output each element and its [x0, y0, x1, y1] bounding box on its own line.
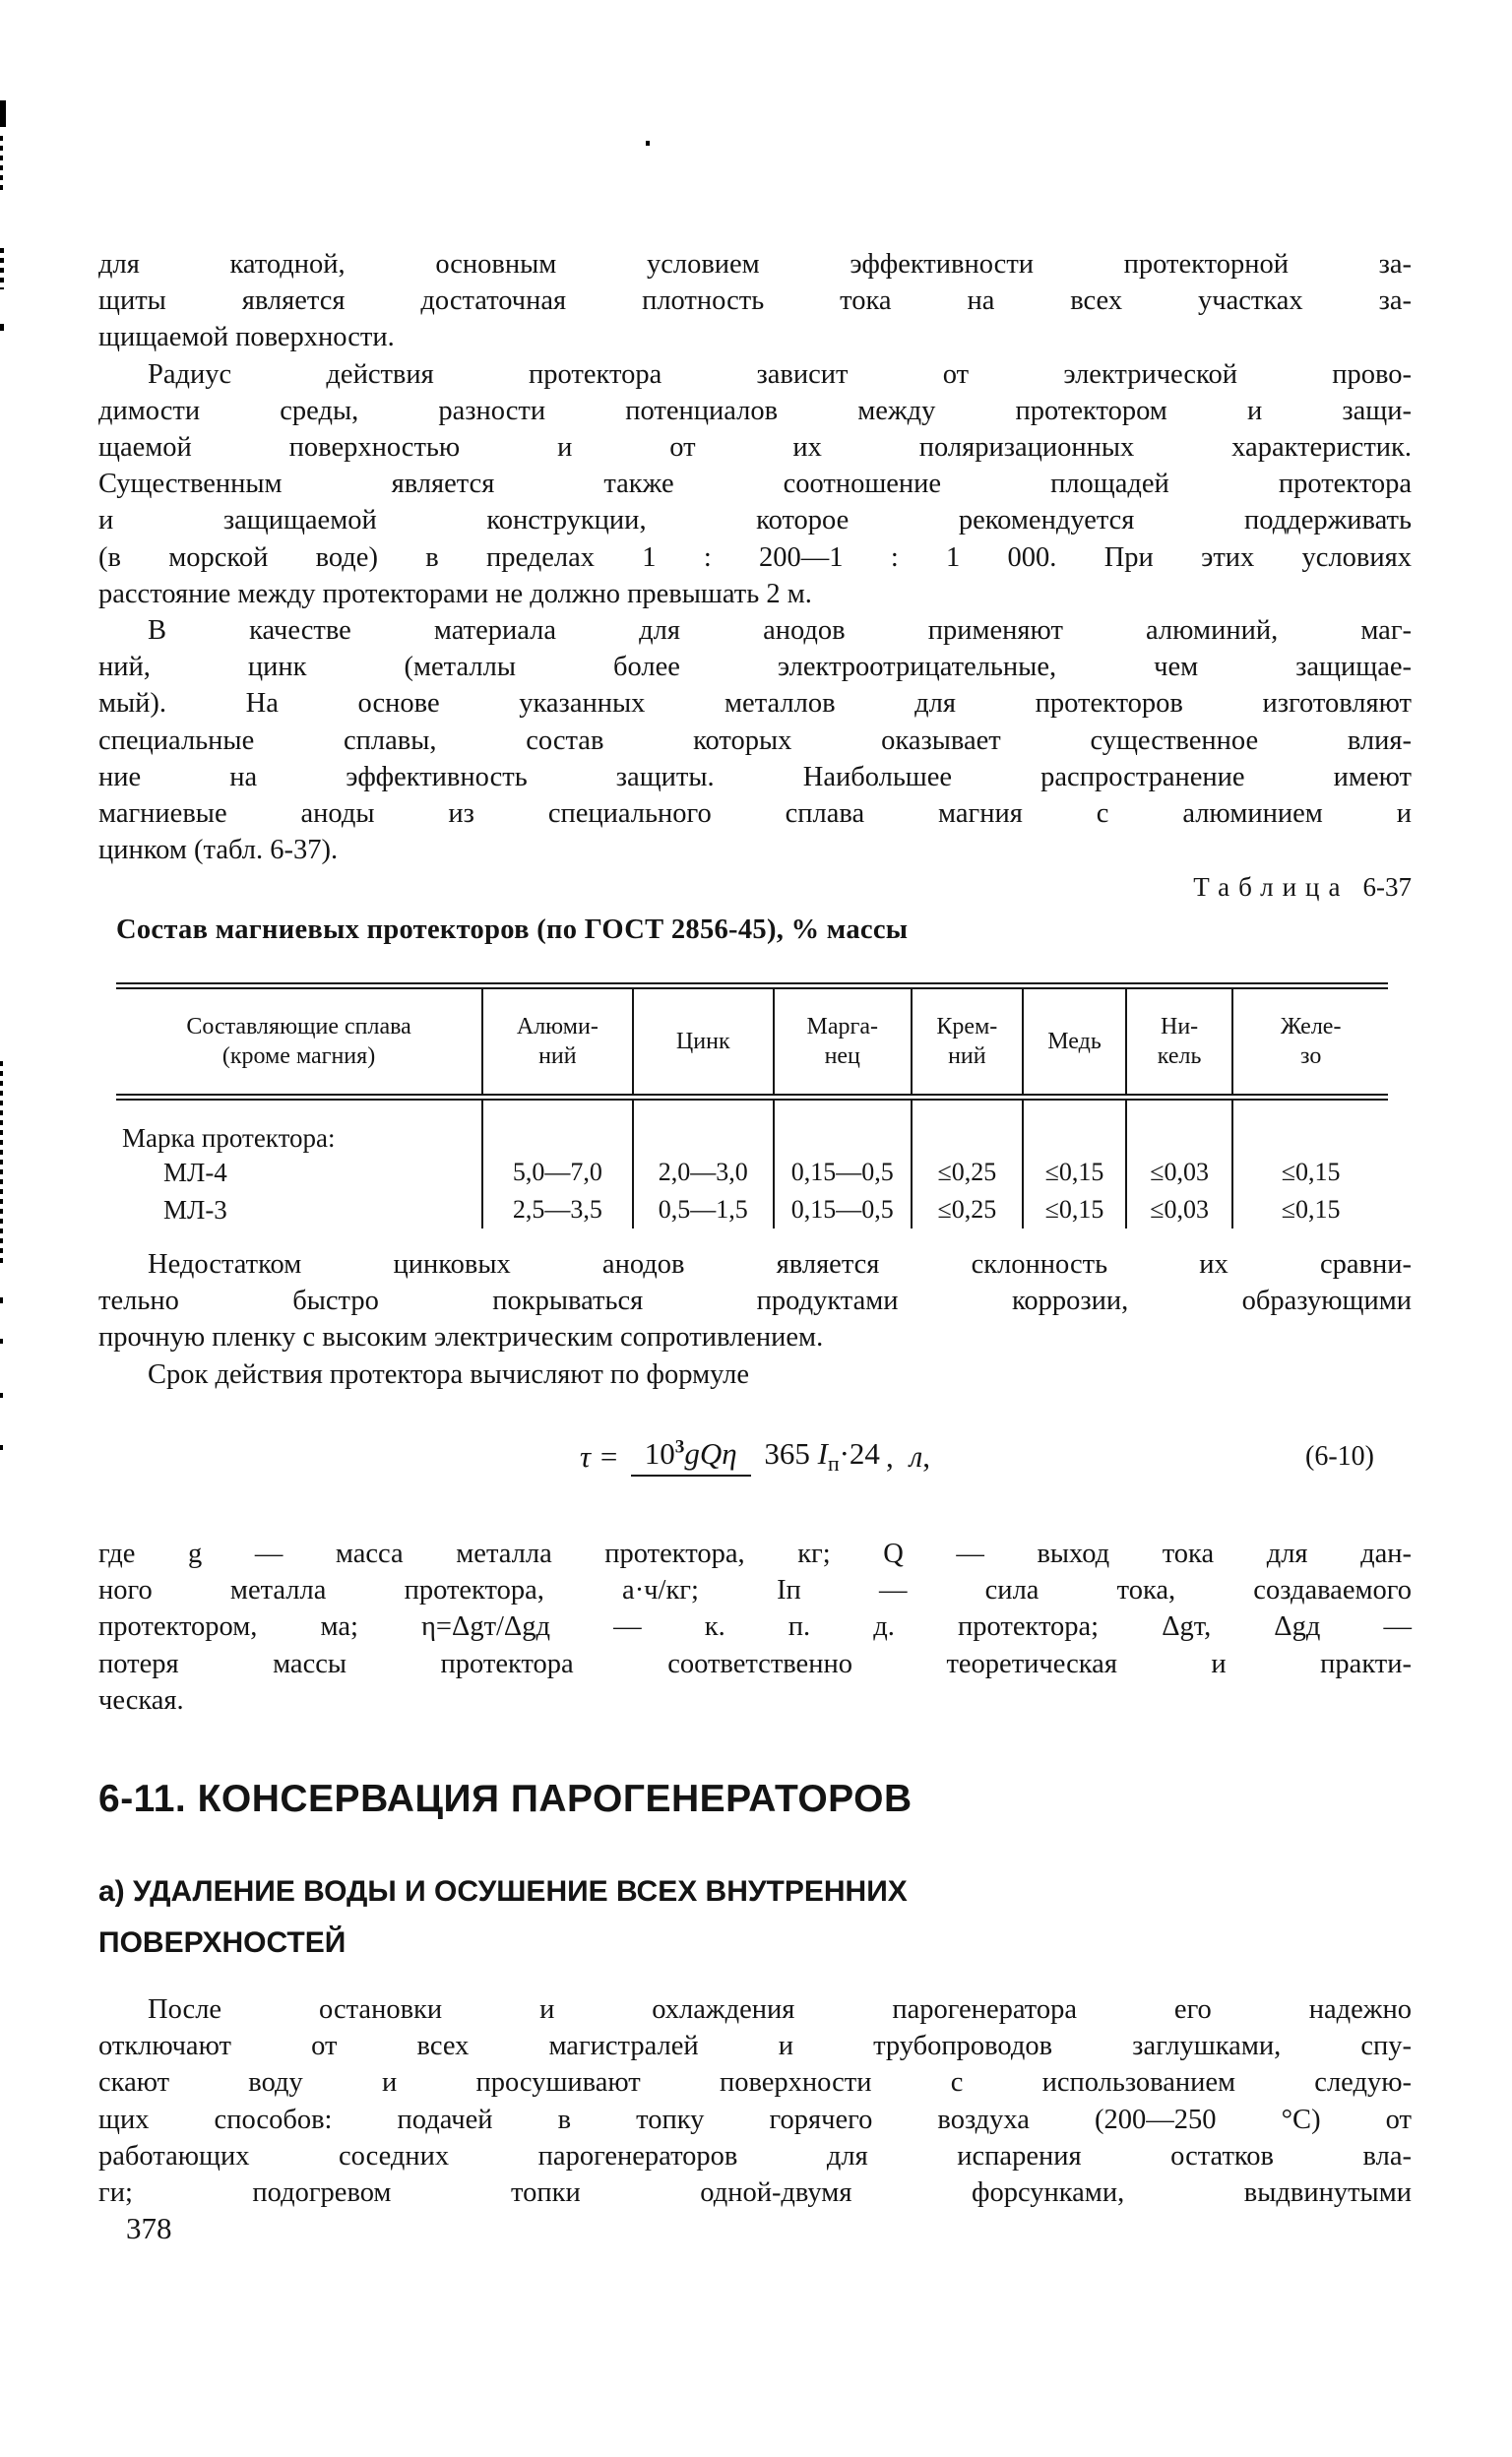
- text-line: щаемой поверхностью и от их поляризационных характеристик.: [98, 432, 1412, 464]
- formula-comma: ,: [885, 1439, 894, 1474]
- text-line: Радиус действия протектора зависит от электрической прово-: [148, 358, 1412, 390]
- subsection-heading-line: а) УДАЛЕНИЕ ВОДЫ И ОСУШЕНИЕ ВСЕХ ВНУТРЕННИХ: [98, 1875, 908, 1908]
- scan-artifact: [0, 1061, 3, 1265]
- empty-cell: [1126, 1098, 1233, 1155]
- table-header-row: [116, 986, 1388, 1098]
- formula-lhs: τ =: [580, 1439, 619, 1474]
- column-header: [633, 986, 774, 1098]
- scan-artifact: [0, 1339, 3, 1344]
- text-line: После остановки и охлаждения парогенератора его надежно: [148, 1994, 1412, 2025]
- header-line: Марга-: [806, 1014, 878, 1040]
- value-cell: ≤0,15: [1023, 1154, 1126, 1191]
- scan-artifact: [0, 1393, 3, 1398]
- denominator-factor: ·24: [839, 1436, 880, 1472]
- text-line: отключают от всех магистралей и трубопроводов заглушками, спу-: [98, 2031, 1412, 2062]
- row-label-cell: МЛ-3: [163, 1194, 227, 1225]
- value-cell: 2,5—3,5: [482, 1191, 632, 1228]
- formula-6-10: [98, 1402, 1412, 1512]
- text-line: магниевые аноды из специального сплава магния с алюминием и: [98, 798, 1412, 830]
- column-header: [1023, 986, 1126, 1098]
- value-cell: 0,15—0,5: [774, 1154, 912, 1191]
- header-line: Составляющие сплава: [186, 1014, 411, 1040]
- value-cell: ≤0,25: [912, 1154, 1024, 1191]
- header-line: Цинк: [675, 1029, 730, 1054]
- formula-body: [98, 1402, 1412, 1512]
- formula-denominator: [758, 1432, 886, 1477]
- text-line: щищаемой поверхности.: [98, 322, 395, 353]
- value-cell: 0,15—0,5: [774, 1191, 912, 1228]
- subsection-heading-line: ПОВЕРХНОСТЕЙ: [98, 1926, 346, 1959]
- scan-artifact: [0, 100, 6, 127]
- equation-number: (6-10): [1305, 1441, 1374, 1472]
- scan-artifact: [0, 136, 3, 193]
- column-header: [1126, 986, 1233, 1098]
- value-cell: ≤0,15: [1232, 1191, 1388, 1228]
- header-line: нец: [824, 1043, 860, 1069]
- text-line: специальные сплавы, состав которых оказывает существенное влия-: [98, 724, 1412, 756]
- table-row: [116, 1154, 1388, 1191]
- table-title: Состав магниевых протекторов (по ГОСТ 2856-45), % массы: [116, 914, 909, 945]
- text-line: Существенным является также соотношение площадей протектора: [98, 469, 1412, 500]
- denominator-constant: 365: [764, 1436, 818, 1472]
- text-line: ний, цинк (металлы более электроотрицательные, чем защищае-: [98, 652, 1412, 683]
- header-line: Желе-: [1280, 1014, 1342, 1040]
- text-line: скают воду и просушивают поверхности с использованием следую-: [98, 2067, 1412, 2099]
- denominator-subscript: п: [828, 1452, 840, 1477]
- text-line: протектором, ма; η=Δgт/Δgд — к. п. д. протектора; Δgт, Δgд —: [98, 1611, 1412, 1643]
- subsection-heading: [98, 1866, 1412, 1969]
- header-line: Медь: [1047, 1029, 1102, 1054]
- column-header: [482, 986, 632, 1098]
- empty-cell: [1232, 1098, 1388, 1155]
- header-line: Алюми-: [516, 1014, 598, 1040]
- text-line: работающих соседних парогенераторов для испарения остатков вла-: [98, 2140, 1412, 2172]
- column-header: [774, 986, 912, 1098]
- denominator-variable: I: [817, 1436, 828, 1472]
- formula-fraction: [631, 1436, 886, 1477]
- numerator-variables: gQη: [684, 1436, 737, 1472]
- header-line: Ни-: [1161, 1014, 1199, 1040]
- text-line: щих способов: подачей в топку горячего воздуха (200—250 °С) от: [98, 2104, 1412, 2135]
- scan-artifact: [0, 1297, 3, 1303]
- empty-cell: [774, 1098, 912, 1155]
- scan-artifact: [0, 324, 4, 331]
- text-line: (в морской воде) в пределах 1 : 200—1 : 1 000. При этих условиях: [98, 541, 1412, 573]
- header-line: зо: [1300, 1043, 1322, 1069]
- paragraph-block-bottom: [98, 1991, 1412, 2211]
- paragraph-block-where: [98, 1536, 1412, 1719]
- header-line: Крем-: [936, 1014, 998, 1040]
- text-line: ние на эффективность защиты. Наибольшее распространение имеют: [98, 761, 1412, 792]
- text-line: расстояние между протекторами не должно превышать 2 м.: [98, 578, 812, 609]
- text-line: цинком (табл. 6-37).: [98, 835, 339, 866]
- table-caption: [98, 872, 1412, 903]
- row-label-cell: МЛ-4: [163, 1157, 227, 1187]
- group-label-cell: Марка протектора:: [122, 1123, 336, 1153]
- text-line: и защищаемой конструкции, которое рекомендуется поддерживать: [98, 505, 1412, 536]
- text-line: мый). На основе указанных металлов для протекторов изготовляют: [98, 688, 1412, 720]
- value-cell: 0,5—1,5: [633, 1191, 774, 1228]
- numerator-exponent: 3: [674, 1437, 685, 1459]
- value-cell: ≤0,15: [1232, 1154, 1388, 1191]
- numerator-base: 10: [644, 1436, 675, 1472]
- formula-numerator: [631, 1436, 751, 1477]
- empty-cell: [1023, 1098, 1126, 1155]
- value-cell: ≤0,25: [912, 1191, 1024, 1228]
- text-line: Срок действия протектора вычисляют по формуле: [148, 1358, 749, 1390]
- column-header: [1232, 986, 1388, 1098]
- section-heading: 6-11. КОНСЕРВАЦИЯ ПАРОГЕНЕРАТОРОВ: [98, 1778, 913, 1820]
- scan-artifact: [646, 141, 650, 146]
- text-line: ческая.: [98, 1684, 184, 1716]
- empty-cell: [912, 1098, 1024, 1155]
- empty-cell: [633, 1098, 774, 1155]
- value-cell: 5,0—7,0: [482, 1154, 632, 1191]
- paragraph-block-mid: [98, 1246, 1412, 1393]
- value-cell: ≤0,03: [1126, 1191, 1233, 1228]
- text-line: щиты является достаточная плотность тока на всех участках за-: [98, 285, 1412, 317]
- header-line: кель: [1157, 1043, 1202, 1069]
- empty-cell: [482, 1098, 632, 1155]
- text-line: где g — масса металла протектора, кг; Q — выход тока для дан-: [98, 1539, 1412, 1569]
- text-line: ги; подогревом топки одной-двумя форсунками, выдвинутыми: [98, 2177, 1412, 2209]
- text-line: димости среды, разности потенциалов между протектором и защи-: [98, 395, 1412, 426]
- value-cell: ≤0,15: [1023, 1191, 1126, 1228]
- header-line: (кроме магния): [221, 1043, 376, 1069]
- value-cell: 2,0—3,0: [633, 1154, 774, 1191]
- header-line: ний: [948, 1043, 986, 1069]
- formula-unit: л: [909, 1439, 923, 1474]
- text-line: потеря массы протектора соответственно теоретическая и практи-: [98, 1648, 1412, 1679]
- text-line: прочную пленку с высоким электрическим сопротивлением.: [98, 1322, 824, 1354]
- header-line: ний: [538, 1043, 577, 1069]
- paragraph-block-top: [98, 246, 1412, 868]
- text-line: тельно быстро покрываться продуктами коррозии, образующими: [98, 1286, 1412, 1317]
- text-line: для катодной, основным условием эффективности протекторной за-: [98, 249, 1412, 280]
- table-caption-word: Таблица: [1193, 872, 1350, 902]
- scan-artifact: [0, 248, 4, 289]
- protector-composition-table: [116, 982, 1388, 1228]
- text-line: ного металла протектора, а·ч/кг; Iп — сила тока, создаваемого: [98, 1575, 1412, 1606]
- scan-artifact: [0, 1445, 3, 1450]
- column-header: [912, 986, 1024, 1098]
- column-header: [116, 986, 482, 1098]
- page-number: 378: [126, 2211, 172, 2245]
- table-row: [116, 1191, 1388, 1228]
- table-caption-number: 6-37: [1362, 872, 1412, 902]
- table-group-row: [116, 1098, 1388, 1155]
- formula-comma: ,: [922, 1439, 930, 1474]
- text-line: В качестве материала для анодов применяют алюминий, маг-: [148, 615, 1412, 647]
- value-cell: ≤0,03: [1126, 1154, 1233, 1191]
- text-line: Недостатком цинковых анодов является склонность их сравни-: [148, 1249, 1412, 1280]
